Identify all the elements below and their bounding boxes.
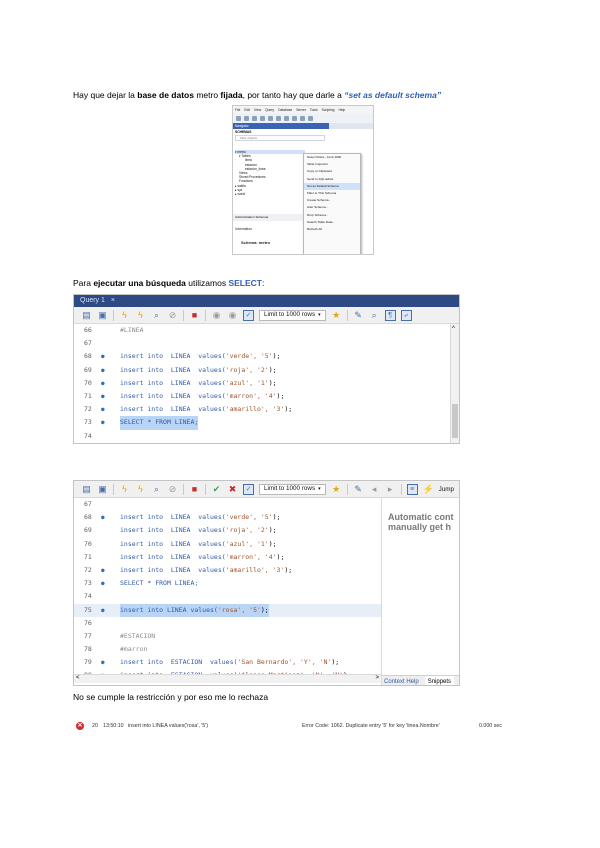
code-line — [74, 430, 459, 443]
line-number: 75 — [84, 605, 92, 614]
code-string: 'marron', '4' — [225, 391, 277, 400]
wb-menu-help[interactable]: Help — [338, 108, 346, 112]
selected-select-statement: SELECT * FROM LINEA; — [120, 416, 198, 429]
search-table-icon[interactable] — [300, 116, 305, 121]
ctx-select-rows[interactable]: Select Rows - Limit 1000 — [307, 155, 342, 159]
toolbar-separator — [183, 484, 184, 495]
line-text — [120, 564, 292, 577]
context-help-panel — [381, 498, 460, 686]
jump-label[interactable]: Jump — [438, 485, 455, 493]
create-schema-icon[interactable] — [260, 116, 265, 121]
code-line — [74, 524, 381, 537]
code-string: 'amarillo', '3' — [225, 405, 285, 414]
limit-rows-label: Limit to 1000 rows — [264, 311, 316, 318]
wb-schemas-label: SCHEMAS — [235, 130, 252, 134]
line-number: 70 — [84, 539, 92, 548]
restriction-paragraph: No se cumple la restricción y por eso me lo rechaza — [73, 692, 269, 702]
line-text — [120, 350, 280, 363]
code-keyword: insert into LINEA values( — [120, 378, 226, 387]
explain-icon[interactable]: ⌕ — [153, 309, 160, 320]
execute-current-icon[interactable]: ϟ — [138, 483, 143, 494]
statement-dot-icon: ● — [101, 406, 105, 414]
toolbar-separator — [205, 310, 206, 321]
code-punct: ); — [268, 378, 277, 387]
code-keyword: insert into ESTACION values( — [120, 658, 238, 667]
line-text — [120, 551, 284, 564]
code-line — [74, 403, 459, 416]
statement-dot-icon: ● — [101, 353, 105, 361]
ctx-send-sql-editor[interactable]: Send to SQL Editor — [307, 176, 334, 181]
limit-rows-select[interactable] — [259, 310, 326, 321]
wrap-icon[interactable]: ⤶ — [401, 310, 412, 321]
code-keyword: insert into LINEA values( — [120, 365, 226, 374]
code-area[interactable] — [74, 498, 381, 674]
wb-menu-query[interactable]: Query — [265, 108, 275, 112]
statement-dot-icon: ● — [101, 566, 105, 574]
error-action: insert into LINEA values('rosa', '5') — [128, 723, 209, 729]
line-text: #marron — [120, 645, 148, 654]
line-number: 73 — [84, 579, 92, 588]
line-number: 72 — [84, 405, 92, 414]
query-editor-1 — [73, 294, 460, 444]
line-number: 73 — [84, 418, 92, 427]
ctx-table-inspector[interactable]: Table Inspector — [307, 162, 328, 167]
scrollbar-thumb[interactable] — [452, 404, 458, 438]
wb-info-text: Schema: metro — [241, 240, 270, 245]
code-punct: ); — [276, 391, 285, 400]
intro-bold-2: fijada — [220, 90, 243, 100]
line-number: 69 — [84, 365, 92, 374]
code-keyword: insert into LINEA values( — [120, 352, 226, 361]
tree-item-procedures[interactable]: Stored Procedures — [239, 175, 266, 180]
code-keyword: insert into LINEA values( — [120, 405, 226, 414]
toolbar-separator — [113, 310, 114, 321]
vertical-scrollbar[interactable] — [450, 324, 459, 444]
beautify-icon[interactable]: ★ — [332, 309, 341, 320]
line-number: 79 — [84, 658, 92, 667]
wb-menu-file[interactable]: File — [235, 108, 241, 112]
reconnect-icon[interactable] — [308, 116, 313, 121]
chevron-down-icon: ▾ — [318, 312, 321, 318]
invisible-chars-icon[interactable]: ¶ — [385, 310, 396, 321]
wb-menubar — [233, 106, 373, 114]
error-icon: ✕ — [77, 723, 83, 729]
code-line — [74, 511, 381, 524]
tab-context-help[interactable]: Context Help — [384, 679, 419, 685]
commit-icon[interactable]: ✔ — [212, 483, 221, 494]
editor-toolbar — [74, 307, 459, 324]
line-number: 71 — [84, 391, 92, 400]
toolbar-separator — [401, 484, 402, 495]
select-keyword: SELECT — [228, 278, 262, 288]
statement-dot-icon: ● — [101, 659, 105, 667]
workbench-screenshot — [232, 105, 374, 255]
error-duration: 0.000 sec — [479, 723, 502, 729]
tree-item-world[interactable]: ▸ world — [235, 192, 246, 197]
editor-toolbar — [74, 481, 459, 498]
line-number: 74 — [84, 592, 92, 601]
error-number: 20 — [92, 723, 98, 729]
code-line — [74, 617, 381, 630]
create-function-icon[interactable] — [292, 116, 297, 121]
code-line — [74, 577, 381, 590]
line-text — [120, 656, 339, 669]
create-procedure-icon[interactable] — [284, 116, 289, 121]
execute-icon[interactable]: ϟ — [122, 483, 127, 494]
toolbar-separator — [205, 484, 206, 495]
code-string: 'amarillo', '3' — [225, 565, 285, 574]
ctx-create-schema[interactable]: Create Schema... — [307, 198, 332, 203]
limit-rows-select[interactable] — [259, 484, 326, 495]
statement-dot-icon: ● — [101, 392, 105, 400]
code-line — [74, 538, 381, 551]
tree-item-tables[interactable]: ▾ Tables — [239, 154, 251, 159]
line-number: 69 — [84, 526, 92, 535]
statement-dot-icon: ● — [101, 419, 105, 427]
wb-toolbar — [233, 114, 373, 123]
query-tab-bar — [74, 295, 459, 307]
error-message: Error Code: 1062. Duplicate entry '5' for key 'linea.Nombre' — [302, 723, 440, 729]
code-string: 'azul', '1' — [225, 378, 269, 387]
query-editor-2 — [73, 480, 460, 686]
find-icon[interactable]: ✎ — [354, 483, 362, 494]
query-tab[interactable]: Query 1 — [80, 297, 105, 304]
autocommit-icon[interactable]: ✓ — [243, 310, 254, 321]
ctx-filter-schema[interactable]: Filter to This Schema — [307, 190, 337, 195]
snippet-icon[interactable]: ≡ — [407, 484, 418, 495]
tree-item-estacion-linea[interactable]: estacion_linea — [245, 166, 266, 171]
code-punct: ); — [276, 552, 285, 561]
code-line — [74, 564, 381, 577]
code-punct: ); — [268, 526, 277, 535]
error-time: 13:50:10 — [103, 723, 124, 729]
tree-item-sakila[interactable]: ▸ sakila — [235, 183, 246, 188]
toolbar-separator — [347, 484, 348, 495]
tree-item-sys[interactable]: ▸ sys — [235, 187, 243, 192]
ctx-search-table[interactable]: Search Table Data... — [307, 219, 335, 224]
line-text — [120, 524, 277, 537]
wb-filter-input[interactable]: Filter objects — [235, 135, 325, 141]
code-string: 'verde', '5' — [225, 352, 273, 361]
code-string: 'rosa', '5' — [217, 605, 261, 614]
wb-menu-scripting[interactable]: Scripting — [321, 108, 335, 112]
code-keyword: insert into LINEA values( — [120, 513, 226, 522]
scroll-up-icon[interactable]: ^ — [452, 326, 455, 332]
execute-icon[interactable]: ϟ — [122, 309, 127, 320]
intro-text-2: metro — [193, 90, 221, 100]
code-string: 'San Bernardo', 'Y', 'N' — [237, 658, 332, 667]
code-string: 'verde', '5' — [225, 513, 273, 522]
code-punct: ); — [260, 605, 269, 614]
wb-menu-tools[interactable]: Tools — [309, 108, 318, 112]
search-icon[interactable]: ⌕ — [371, 309, 377, 320]
line-number: 76 — [84, 618, 92, 627]
code-line — [74, 643, 381, 656]
create-table-icon[interactable] — [268, 116, 273, 121]
select-bold: ejecutar una búsqueda — [93, 278, 186, 288]
wb-schema-tree — [235, 150, 305, 196]
commit-icon[interactable]: ◉ — [212, 309, 221, 320]
scroll-right-icon[interactable]: > — [375, 675, 379, 681]
intro-paragraph — [73, 90, 441, 101]
tab-snippets[interactable]: Snippets — [425, 676, 454, 686]
rollback-icon[interactable]: ✖ — [228, 483, 237, 494]
beautify-icon[interactable]: ★ — [332, 483, 341, 494]
execute-current-icon[interactable]: ϟ — [138, 309, 143, 320]
scroll-left-icon[interactable]: < — [76, 675, 80, 681]
ctx-drop-schema[interactable]: Drop Schema... — [307, 212, 329, 217]
select-text-3: : — [261, 278, 265, 288]
code-string: 'roja', '2' — [225, 365, 269, 374]
intro-text-3: , por tanto hay que darle a — [242, 90, 345, 100]
line-number: 71 — [84, 552, 92, 561]
autocommit-icon[interactable]: ✓ — [243, 484, 254, 495]
save-icon[interactable]: ▣ — [98, 483, 107, 494]
toggle-error-icon[interactable]: ■ — [191, 483, 198, 494]
code-line — [74, 377, 459, 390]
context-help-line: manually get h — [388, 522, 452, 532]
tree-item-metro[interactable]: ▾ metro — [235, 150, 305, 154]
back-icon[interactable]: ◂ — [371, 483, 377, 494]
wb-menu-database[interactable]: Database — [278, 108, 293, 112]
toggle-error-icon[interactable]: ■ — [191, 309, 198, 320]
statement-dot-icon: ● — [101, 379, 105, 387]
statement-dot-icon: ● — [101, 366, 105, 374]
line-number: 67 — [84, 339, 92, 348]
code-punct: ); — [272, 513, 281, 522]
code-line — [74, 590, 381, 603]
open-file-icon[interactable]: ▤ — [82, 309, 91, 320]
save-icon[interactable]: ▣ — [98, 309, 107, 320]
selected-insert-statement — [120, 604, 269, 617]
statement-dot-icon: ● — [101, 606, 105, 614]
code-line — [74, 324, 459, 337]
ctx-refresh-all[interactable]: Refresh All — [307, 226, 322, 231]
code-area[interactable] — [74, 324, 459, 444]
code-string: 'azul', '1' — [225, 539, 269, 548]
line-text — [120, 511, 280, 524]
explain-icon[interactable]: ⌕ — [153, 483, 160, 494]
code-line-current — [74, 604, 381, 617]
ctx-set-default-schema[interactable]: Set as Default Schema — [304, 183, 360, 190]
code-string: 'roja', '2' — [225, 526, 269, 535]
tree-item-functions[interactable]: Functions — [239, 179, 253, 184]
code-punct: ); — [284, 405, 293, 414]
stop-icon[interactable]: ⊘ — [168, 309, 177, 320]
line-text — [120, 403, 292, 416]
line-text — [120, 390, 284, 403]
line-text: #LINEA — [120, 326, 144, 334]
context-help-text — [388, 512, 454, 532]
select-text-1: Para — [73, 278, 94, 288]
code-line — [74, 337, 459, 350]
code-line — [74, 551, 381, 564]
ctx-alter-schema[interactable]: Alter Schema... — [307, 205, 329, 210]
line-number: 68 — [84, 352, 92, 361]
horizontal-scrollbar[interactable] — [74, 674, 381, 683]
forward-icon[interactable]: ▸ — [387, 483, 393, 494]
wb-query-tab-strip — [329, 123, 373, 129]
line-number: 74 — [84, 431, 92, 440]
context-help-line: Automatic cont — [388, 512, 454, 522]
error-output-row[interactable] — [73, 720, 523, 734]
code-line — [74, 390, 459, 403]
code-line — [74, 364, 459, 377]
find-icon[interactable]: ✎ — [354, 309, 362, 320]
limit-rows-label: Limit to 1000 rows — [264, 485, 316, 492]
line-number: 67 — [84, 500, 92, 508]
line-number: 70 — [84, 378, 92, 387]
wb-navigator-header: Navigator — [233, 123, 331, 129]
code-keyword: insert into LINEA values( — [120, 391, 226, 400]
select-text-2: utilizamos — [185, 278, 229, 288]
line-text — [120, 377, 277, 390]
statement-dot-icon: ● — [101, 580, 105, 588]
code-punct: ); — [284, 565, 293, 574]
tree-item-linea[interactable]: linea — [245, 158, 252, 163]
code-keyword: insert into LINEA values( — [120, 565, 226, 574]
ctx-copy-clipboard[interactable]: Copy to Clipboard — [307, 169, 332, 174]
line-text — [120, 538, 277, 551]
wb-menu-view[interactable]: View — [254, 108, 262, 112]
line-text — [120, 364, 277, 377]
wb-menu-edit[interactable]: Edit — [244, 108, 250, 112]
wb-bottom-tabs[interactable]: Administration Schemas — [233, 214, 303, 221]
line-text: #ESTACION — [120, 631, 156, 640]
select-paragraph — [73, 278, 264, 289]
intro-text-1: Hay que dejar la — [73, 90, 138, 100]
line-number: 78 — [84, 645, 92, 654]
open-file-icon[interactable]: ▤ — [82, 483, 91, 494]
line-number: 68 — [84, 513, 92, 522]
jump-icon[interactable]: ⚡ — [422, 483, 434, 494]
chevron-down-icon: ▾ — [318, 486, 321, 492]
code-keyword: insert into LINEA values( — [120, 552, 226, 561]
toolbar-separator — [183, 310, 184, 321]
close-tab-icon[interactable]: × — [110, 297, 115, 304]
toolbar-separator — [347, 310, 348, 321]
line-text: SELECT * FROM LINEA; — [120, 579, 199, 588]
tree-item-estacion[interactable]: estacion — [245, 162, 257, 167]
wb-info-label: Information — [235, 227, 252, 231]
code-keyword: insert into LINEA values( — [120, 526, 226, 535]
schema-context-menu — [303, 153, 361, 255]
code-line — [74, 630, 381, 643]
code-line — [74, 416, 459, 429]
code-keyword: insert into LINEA values( — [120, 539, 226, 548]
code-line — [74, 656, 381, 669]
code-punct: ); — [331, 658, 340, 667]
code-string: 'marron', '4' — [225, 552, 277, 561]
side-panel-tabs — [382, 675, 460, 686]
code-punct: ); — [268, 365, 277, 374]
stop-icon[interactable]: ⊘ — [168, 483, 177, 494]
code-punct: ); — [272, 352, 281, 361]
statement-dot-icon: ● — [101, 514, 105, 522]
intro-bold-1: base de datos — [137, 90, 194, 100]
line-number: 77 — [84, 631, 92, 640]
create-view-icon[interactable] — [276, 116, 281, 121]
code-keyword: insert into LINEA values( — [120, 605, 218, 614]
code-line — [74, 498, 381, 511]
line-number: 72 — [84, 565, 92, 574]
wb-menu-server[interactable]: Server — [296, 108, 306, 112]
toolbar-separator — [113, 484, 114, 495]
code-punct: ); — [268, 539, 277, 548]
inspector-icon[interactable] — [252, 116, 257, 121]
open-sql-icon[interactable] — [244, 116, 249, 121]
line-number: 66 — [84, 326, 92, 334]
code-line — [74, 350, 459, 363]
tree-item-views[interactable]: Views — [239, 171, 248, 176]
rollback-icon[interactable]: ◉ — [228, 309, 237, 320]
intro-highlight: “set as default schema” — [344, 90, 442, 100]
new-sql-tab-icon[interactable] — [236, 116, 241, 121]
